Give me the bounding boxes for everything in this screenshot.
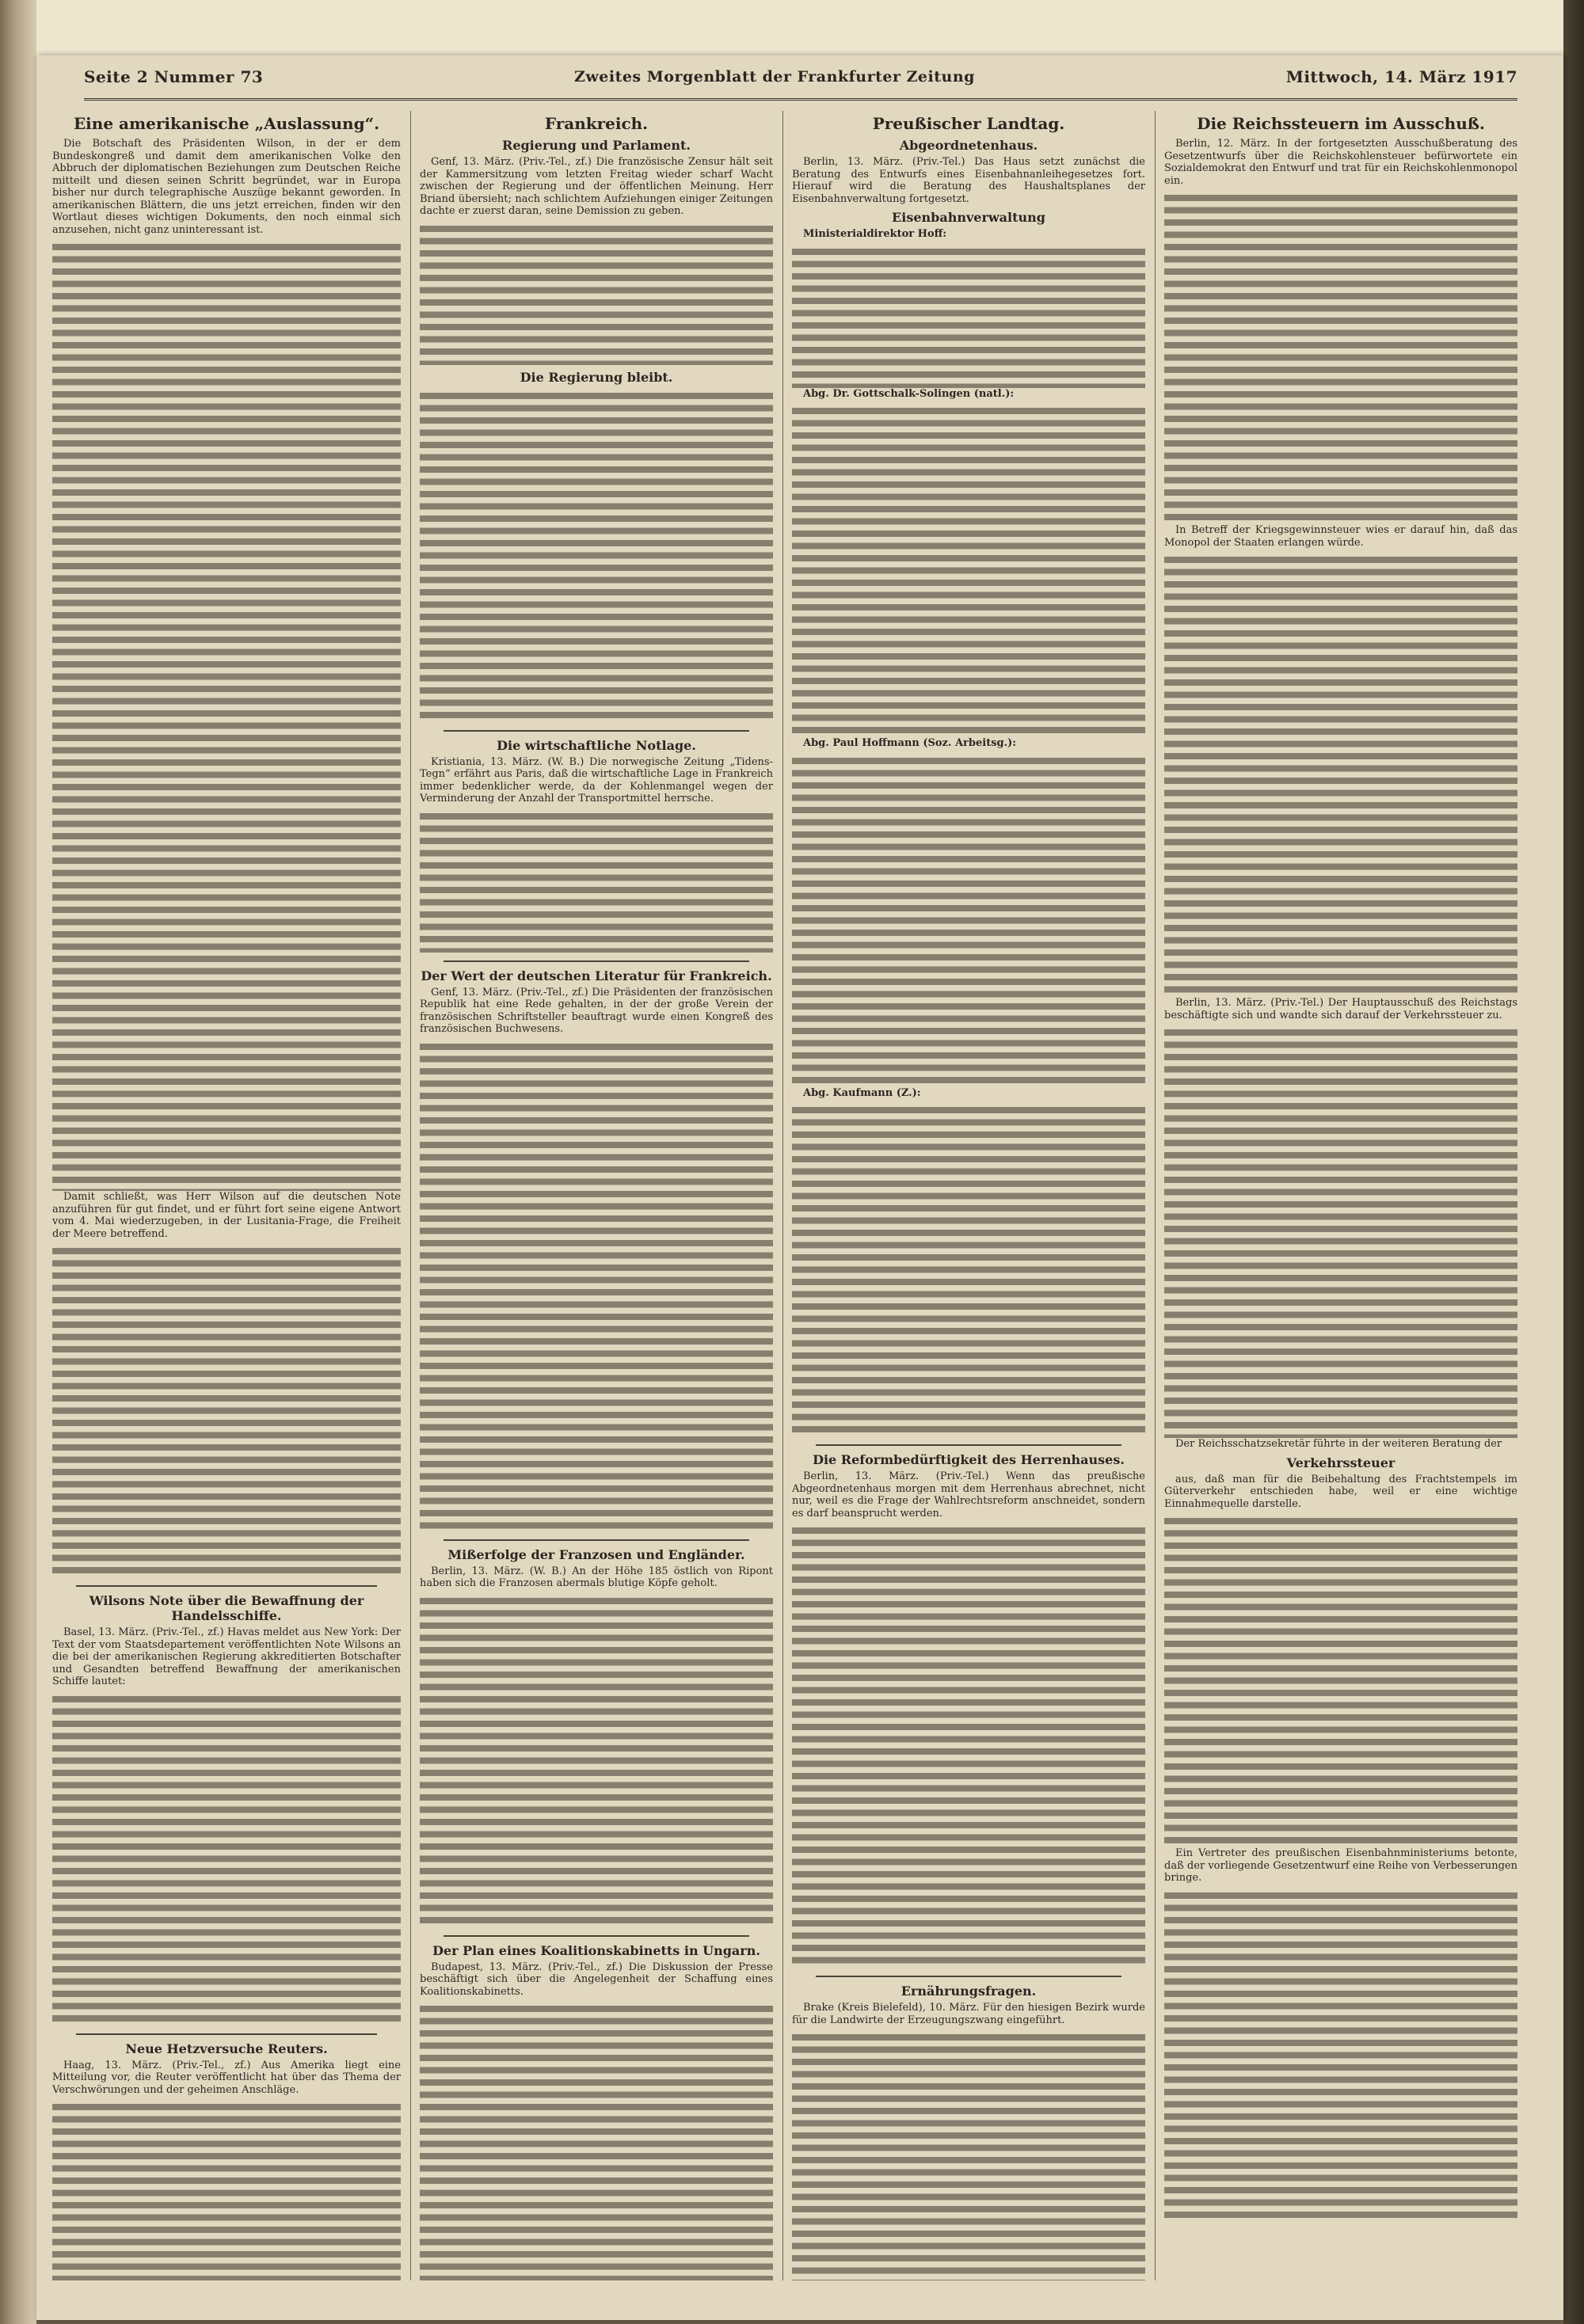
column-2: [420, 111, 773, 2280]
article-paragraph: Ein Vertreter des preußischen Eisenbahnministeriums betonte, daß der vorliegende Gesetzentwurf eine Reihe von Verbesserungen bringe.: [1164, 1847, 1517, 1884]
book-binding: [0, 0, 36, 2324]
article-headline: Die Reformbedürftigkeit des Herrenhauses.: [813, 1452, 1125, 1467]
text-block: [792, 755, 1145, 1087]
article-paragraph: Berlin, 12. März. In der fortgesetzten Ausschußberatung des Gesetzentwurfs über die Reichskohlensteuer befürwortete ein Sozialdemokrat den Entwurf und trat für ein Reichskohlenmonopol ein.: [1164, 138, 1517, 187]
article-paragraph: Berlin, 13. März. (W. B.) An der Höhe 185 östlich von Ripont haben sich die Franzosen abermals blutige Köpfe geholt.: [420, 1565, 773, 1589]
section-divider: [76, 2033, 377, 2035]
speaker-name: Abg. Kaufmann (Z.):: [803, 1086, 921, 1099]
article-paragraph: Genf, 13. März. (Priv.-Tel., zf.) Die französische Zensur hält seit der Kammersitzung vom letzten Freitag wieder scharf Wacht zwischen der Regierung und der öffentlichen Meinung. Herr Briand übersieht; nach schlichtem Aufziehungen einiger Zeitungen dachte er zuerst daran, seine Demission zu geben.: [420, 156, 773, 217]
text-block: [52, 241, 401, 1191]
article-paragraph: In Betreff der Kriegsgewinnsteuer wies er darauf hin, daß das Monopol der Staaten erlangen würde.: [1164, 524, 1517, 549]
article-paragraph: Berlin, 13. März. (Priv.-Tel.) Das Haus setzt zunächst die Beratung des Entwurfs eines Eisenbahnanleihegesetzes fort. Hierauf wird die Beratung des Haushaltsplanes der Eisenbahnverwaltung fortgesetzt.: [792, 156, 1145, 205]
article-headline: Mißerfolge der Franzosen und Engländer.: [447, 1546, 745, 1562]
article-subheadline: Eisenbahnverwaltung: [892, 210, 1045, 225]
text-block: [1164, 1026, 1517, 1438]
text-block: [420, 2003, 773, 2280]
article-paragraph: Basel, 13. März. (Priv.-Tel., zf.) Havas meldet aus New York: Der Text der vom Staatsdepartement veröffentlichten Note Wilsons an die bei der amerikanischen Regierung akkreditierten Botschafter und Gesandten betreffend Bewaffnung der amerikanischen Schiffe lautet:: [52, 1626, 401, 1687]
column-4: [1164, 111, 1517, 2280]
article-subheadline: Die Regierung bleibt.: [520, 369, 673, 385]
article-paragraph: Der Reichsschatzsekretär führte in der weiteren Beratung der: [1175, 1438, 1502, 1450]
article-headline: Der Wert der deutschen Literatur für Frankreich.: [421, 968, 772, 983]
article-paragraph: Budapest, 13. März. (Priv.-Tel., zf.) Die Diskussion der Presse beschäftigt sich über die Angelegenheit der Schaffung eines Koalitionskabinetts.: [420, 1961, 773, 1998]
article-subheadline: Abgeordnetenhaus.: [899, 138, 1038, 153]
column-3: [792, 111, 1145, 2280]
speaker-name: Abg. Paul Hoffmann (Soz. Arbeitsg.):: [803, 737, 1017, 749]
page-top-margin: [36, 0, 1563, 55]
article-headline: Wilsons Note über die Bewaffnung der Handelsschiffe.: [89, 1593, 364, 1623]
article-paragraph: Berlin, 13. März. (Priv.-Tel.) Wenn das preußische Abgeordnetenhaus morgen mit dem Herrenhaus abrechnet, nicht nur, weil es die Frage der Wahlrechtsreform anschneidet, sondern es darf beansprucht werden.: [792, 1470, 1145, 1520]
article-paragraph: Damit schließt, was Herr Wilson auf die deutschen Note anzuführen für gut findet, und er führt fort seine eigene Antwort vom 4. Mai wiederzugeben, in der Lusitania-Frage, die Freiheit der Meere betreffend.: [52, 1191, 401, 1240]
article-headline: Frankreich.: [544, 114, 649, 133]
text-block: [1164, 1515, 1517, 1847]
text-block: [420, 810, 773, 953]
text-block: [792, 1524, 1145, 1968]
text-block: [792, 405, 1145, 737]
section-divider: [76, 1585, 377, 1587]
article-paragraph: Kristiania, 13. März. (W. B.) Die norwegische Zeitung „Tidens-Tegn“ erfährt aus Paris, daß die wirtschaftliche Lage in Frankreich immer bedenklicher werde, da der Kohlenmangel wegen der Verminderung der Anzahl der Transportmittel herrsche.: [420, 755, 773, 804]
newspaper-title: Zweites Morgenblatt der Frankfurter Zeitung: [574, 68, 975, 86]
section-divider: [816, 1444, 1121, 1446]
text-block: [420, 223, 773, 365]
text-block: [792, 245, 1145, 388]
article-headline: Preußischer Landtag.: [872, 114, 1065, 133]
article-paragraph: Brake (Kreis Bielefeld), 10. März. Für den hiesigen Bezirk wurde für die Landwirte der Erzeugungszwang eingeführt.: [792, 2002, 1145, 2026]
article-headline: Neue Hetzversuche Reuters.: [125, 2041, 328, 2056]
article-paragraph: Berlin, 13. März. (Priv.-Tel.) Der Hauptausschuß des Reichstags beschäftigte sich und wandte sich darauf der Verkehrssteuer zu.: [1164, 997, 1517, 1021]
section-divider: [444, 1539, 749, 1541]
text-block: [52, 1693, 401, 2025]
article-paragraph: aus, daß man für die Beibehaltung des Frachtstempels im Güterverkehr entschieden habe, weil er eine wichtige Einnahmequelle darstelle.: [1164, 1473, 1517, 1510]
text-block: [1164, 1889, 1517, 2222]
column-rule: [410, 111, 411, 2280]
text-block: [420, 1595, 773, 1927]
text-block: [1164, 192, 1517, 524]
column-1: [52, 111, 401, 2280]
article-headline: Der Plan eines Koalitionskabinetts in Ungarn.: [432, 1942, 760, 1958]
page-number: Seite 2 Nummer 73: [84, 67, 264, 86]
section-divider: [444, 960, 749, 962]
article-paragraph: Haag, 13. März. (Priv.-Tel., zf.) Aus Amerika liegt eine Mitteilung vor, die Reuter veröffentlicht hat über das Thema der Verschwörungen und der geheimen Anschläge.: [52, 2059, 401, 2096]
text-block: [792, 1104, 1145, 1436]
article-headline: Eine amerikanische „Auslassung“.: [73, 114, 380, 133]
article-headline: Die wirtschaftliche Notlage.: [497, 737, 696, 753]
text-block: [1164, 553, 1517, 997]
text-block: [52, 1245, 401, 1577]
article-subheadline: Regierung und Parlament.: [502, 138, 691, 153]
column-rule: [782, 111, 783, 2280]
masthead: [84, 55, 1517, 101]
article-headline: Die Reichssteuern im Ausschuß.: [1197, 114, 1485, 133]
speaker-name: Ministerialdirektor Hoff:: [803, 228, 947, 240]
newspaper-page: [36, 55, 1563, 2320]
section-divider: [444, 730, 749, 732]
text-block: [52, 2101, 401, 2280]
article-paragraph: Genf, 13. März. (Priv.-Tel., zf.) Die Präsidenten der französischen Republik hat eine Rede gehalten, in der der große Verein der französischen Schriftsteller beauftragt wurde einen Kongreß des französischen Buchwesens.: [420, 986, 773, 1035]
column-rule: [1155, 111, 1156, 2280]
speaker-name: Abg. Dr. Gottschalk-Solingen (natl.):: [803, 387, 1015, 400]
article-subheadline: Verkehrssteuer: [1286, 1455, 1396, 1470]
section-divider: [816, 1976, 1121, 1977]
text-block: [792, 2031, 1145, 2280]
issue-date: Mittwoch, 14. März 1917: [1285, 67, 1517, 86]
article-paragraph: Die Botschaft des Präsidenten Wilson, in der er dem Bundeskongreß und damit dem amerikanischen Volke den Abbruch der diplomatischen Beziehungen zum Deutschen Reiche mitteilt und diesen seinen Schritt begründet, war in Europa bisher nur durch telegraphische Auszüge bekannt geworden. In amerikanischen Blättern, die uns jetzt erreichen, finden wir den Wortlaut dieses wichtigen Dokuments, den noch einmal sich anzusehen, nicht ganz uninteressant ist.: [52, 138, 401, 236]
text-block: [420, 1040, 773, 1531]
section-divider: [444, 1935, 749, 1937]
scan-edge: [1563, 0, 1584, 2324]
text-block: [420, 390, 773, 722]
article-headline: Ernährungsfragen.: [901, 1984, 1037, 1999]
